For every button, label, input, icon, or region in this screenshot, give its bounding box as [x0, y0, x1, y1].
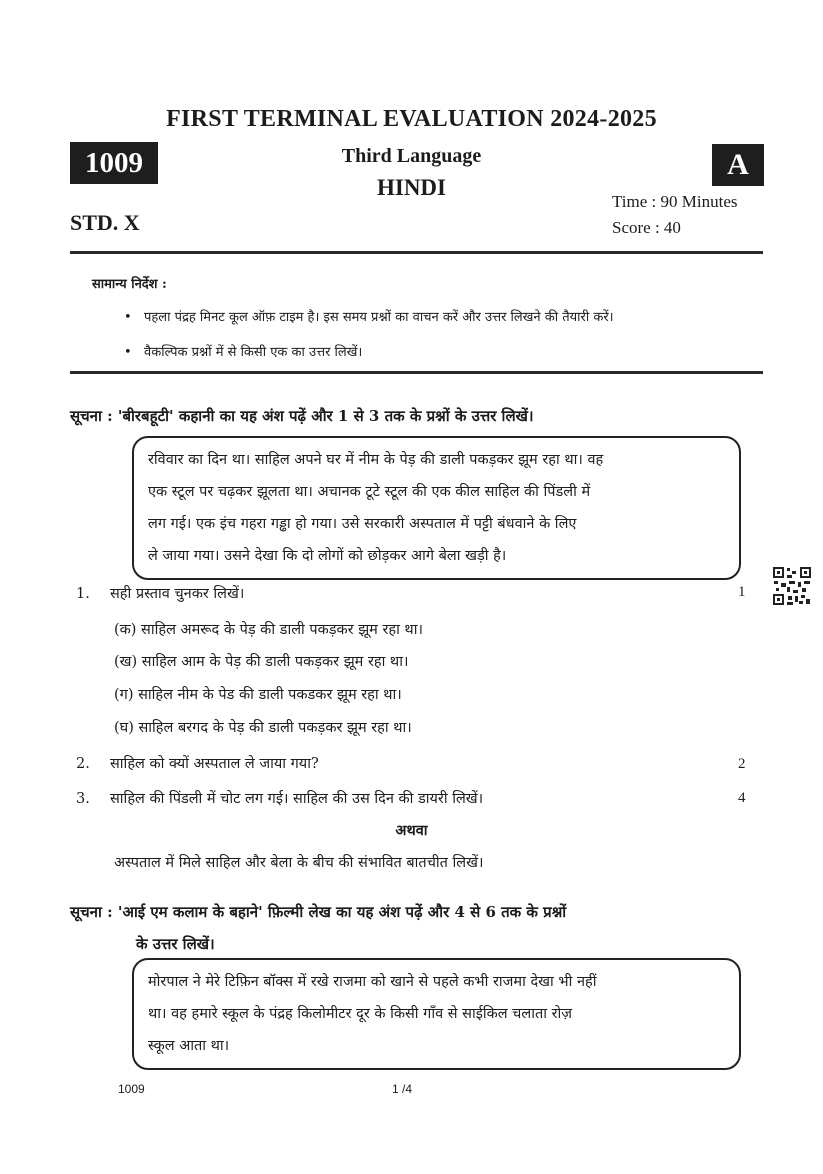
question-2: 2. साहिल को क्यों अस्पताल ले जाया गया? [76, 756, 319, 772]
paper-subtitle: Third Language [341, 145, 482, 167]
passage-line: लग गई। एक इंच गहरा गड्ढा हो गया। उसे सरकारी अस्पताल में पट्टी बंधवाने के लिए [148, 516, 577, 532]
set-badge: A [712, 144, 764, 186]
paper-code-badge: 1009 [70, 142, 158, 184]
subject-title: HINDI [376, 175, 446, 200]
standard-label: STD. X [70, 210, 140, 235]
or-separator: अथवा [395, 822, 428, 839]
question-3-marks: 4 [738, 790, 746, 806]
section1-notice: सूचना : 'बीरबहूटी' कहानी का यह अंश पढ़ें और 1 से 3 तक के प्रश्नों के उत्तर लिखें। [70, 407, 534, 425]
instructions-heading: सामान्य निर्देश : [92, 277, 167, 292]
passage-line: ले जाया गया। उसने देखा कि दो लोगों को छोड़कर आगे बेला खड़ी है। [148, 548, 507, 564]
question-3-alternative: अस्पताल में मिले साहिल और बेला के बीच की संभावित बातचीत लिखें। [114, 855, 484, 871]
question-1: 1. सही प्रस्ताव चुनकर लिखें। [76, 586, 245, 602]
option-ka: (क) साहिल अमरूद के पेड़ की डाली पकड़कर झूम रहा था। [114, 622, 423, 638]
qr-code [772, 566, 812, 606]
section2-passage-box [132, 958, 741, 1070]
passage-line: एक स्टूल पर चढ़कर झूलता था। अचानक टूटे स्टूल की एक कील साहिल की पिंडली में [148, 484, 591, 500]
question-3: 3. साहिल की पिंडली में चोट लग गई। साहिल की उस दिन की डायरी लिखें। [76, 791, 484, 807]
passage-line: स्कूल आता था। [148, 1038, 230, 1054]
section2-notice-cont: के उत्तर लिखें। [136, 935, 215, 953]
page-number: 1 /4 [392, 1082, 413, 1096]
passage-line: मोरपाल ने मेरे टिफ़िन बॉक्स में रखे राजमा को खाने से पहले कभी राजमा देखा भी नहीं [148, 974, 597, 990]
instruction-item: • पहला पंद्रह मिनट कूल ऑफ़ टाइम है। इस समय प्रश्नों का वाचन करें और उत्तर लिखने की तैयारी करें। [124, 310, 614, 325]
option-gha: (घ) साहिल बरगद के पेड़ की डाली पकड़कर झूम रहा था। [114, 720, 412, 736]
option-kha: (ख) साहिल आम के पेड़ की डाली पकड़कर झूम रहा था। [114, 654, 409, 670]
score-label: Score : 40 [612, 218, 681, 237]
question-2-marks: 2 [738, 756, 746, 772]
instruction-item: • वैकल्पिक प्रश्नों में से किसी एक का उत्तर लिखें। [124, 345, 363, 360]
exam-title: FIRST TERMINAL EVALUATION 2024-2025 [166, 106, 657, 132]
instructions-divider [70, 371, 763, 374]
header-divider [70, 251, 763, 254]
section2-notice: सूचना : 'आई एम कलाम के बहाने' फ़िल्मी लेख का यह अंश पढ़ें और 4 से 6 तक के प्रश्नों [70, 903, 567, 921]
passage-line: था। वह हमारे स्कूल के पंद्रह किलोमीटर दूर के किसी गाँव से साईकिल चलाता रोज़ [148, 1006, 573, 1022]
footer-code: 1009 [118, 1082, 145, 1096]
section1-passage-box [132, 436, 741, 580]
passage-line: रविवार का दिन था। साहिल अपने घर में नीम के पेड़ की डाली पकड़कर झूम रहा था। वह [148, 452, 604, 468]
question-1-marks: 1 [738, 584, 746, 600]
option-ga: (ग) साहिल नीम के पेड की डाली पकडकर झूम रहा था। [114, 687, 402, 703]
time-label: Time : 90 Minutes [612, 192, 738, 211]
